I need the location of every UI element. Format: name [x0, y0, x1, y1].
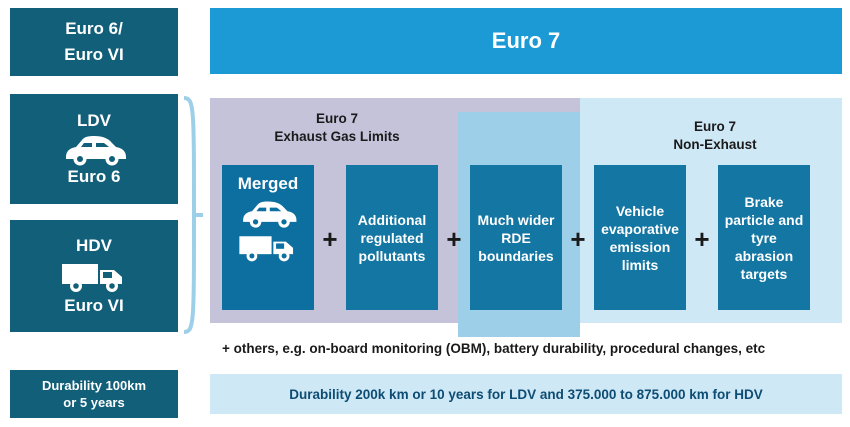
card-rde-boundaries — [470, 165, 562, 310]
card-merged — [222, 165, 314, 310]
non-exhaust-title-line1: Euro 7 — [693, 119, 736, 134]
car-icon — [235, 197, 301, 229]
others-note: + others, e.g. on-board monitoring (OBM), battery durability, procedural changes, etc — [222, 340, 766, 356]
plus-separator-3: + — [570, 224, 586, 254]
hdv-subtitle: Euro VI — [64, 296, 124, 315]
card-rde-label: Much wider RDE boundaries — [477, 211, 555, 264]
euro7-header-bar — [210, 8, 842, 74]
hdv-title: HDV — [76, 236, 112, 255]
ldv-title: LDV — [77, 111, 111, 130]
card-brake-label: Brake particle and tyre abrasion targets — [724, 193, 804, 282]
euro6-line2: Euro VI — [64, 45, 124, 64]
durability-bar: Durability 200k km or 10 years for LDV and 375.000 to 875.000 km for HDV — [210, 374, 842, 414]
card-additional-pollutants — [346, 165, 438, 310]
euro6-line1: Euro 6/ — [65, 19, 123, 38]
euro7-header-title: Euro 7 — [491, 28, 561, 53]
exhaust-title-line2: Exhaust Gas Limits — [274, 129, 400, 144]
exhaust-title-line1: Euro 7 — [315, 111, 358, 126]
truck-icon — [234, 229, 302, 265]
plus-separator-1: + — [322, 224, 338, 254]
card-additional-label: Additional regulated pollutants — [357, 211, 427, 264]
hdv-box — [10, 220, 178, 332]
plus-separator-4: + — [694, 224, 710, 254]
truck-icon — [56, 256, 132, 296]
euro6-legacy-box — [10, 8, 178, 76]
grouping-bracket — [182, 96, 204, 334]
ldv-subtitle: Euro 6 — [67, 167, 121, 186]
card-brake-tyre-targets — [718, 165, 810, 310]
car-icon — [58, 131, 130, 167]
ldv-box — [10, 94, 178, 204]
exhaust-section-title — [222, 110, 452, 146]
durability-legacy-line1: Durability 100km — [41, 378, 147, 393]
non-exhaust-section-title — [600, 118, 830, 154]
card-evaporative-emissions — [594, 165, 686, 310]
durability-legacy-line2: or 5 years — [63, 395, 125, 410]
plus-separator-2: + — [446, 224, 462, 254]
card-merged-label: Merged — [237, 174, 299, 193]
card-vehicle-label: Vehicle evaporative emission limits — [601, 202, 679, 273]
non-exhaust-title-line2: Non-Exhaust — [673, 137, 757, 152]
durability-legacy-box — [10, 370, 178, 418]
